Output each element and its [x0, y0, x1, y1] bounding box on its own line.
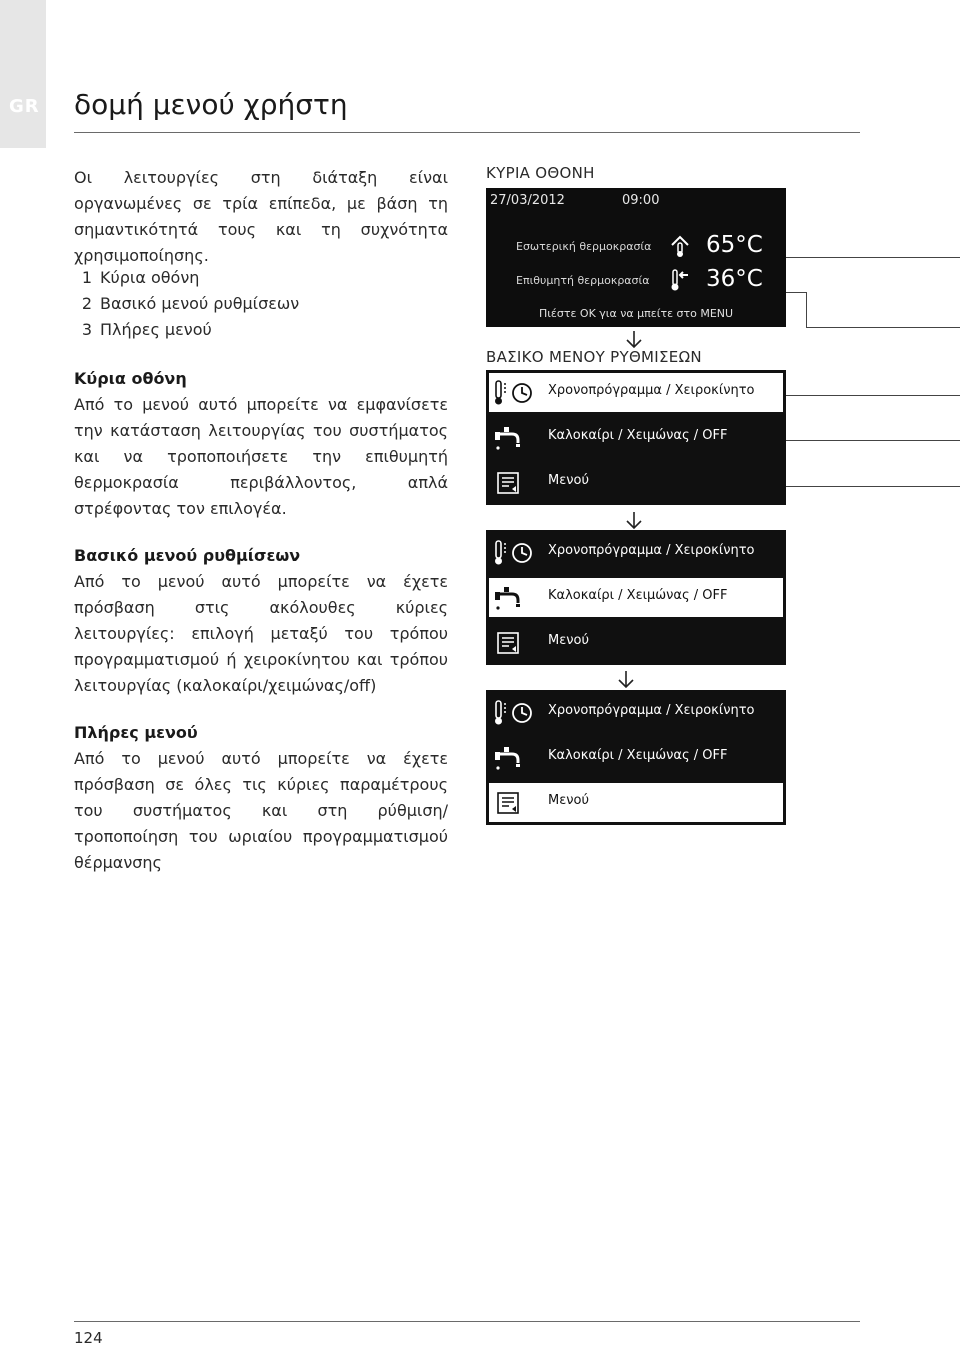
title-divider [74, 132, 860, 133]
connector-line [806, 292, 807, 327]
connector-line [786, 292, 806, 293]
basic-menu-screen [486, 690, 786, 825]
thermometer-arrow-icon [670, 267, 690, 293]
level-item: 2 Βασικό μενού ρυθμίσεων [81, 294, 300, 313]
arrow-down-icon [624, 330, 644, 350]
section-main-screen [74, 366, 448, 522]
thermometer-clock-icon [492, 699, 540, 727]
connector-line [786, 486, 960, 487]
menu-item-menu[interactable] [486, 620, 786, 665]
tap-icon [492, 584, 540, 612]
section-basic-menu [74, 543, 448, 699]
menu-item-label: Μενού [548, 793, 589, 808]
menu-item-schedule[interactable] [486, 530, 786, 575]
internal-temp-value: 65°C [706, 232, 763, 258]
menu-item-schedule[interactable] [486, 370, 786, 415]
section-heading: Βασικό μενού ρυθμίσεων [74, 546, 301, 565]
tap-icon [492, 744, 540, 772]
house-thermometer-icon [670, 233, 690, 259]
level-list [74, 265, 448, 343]
menu-item-season[interactable] [486, 575, 786, 620]
page-title: δομή μενού χρήστη [74, 88, 348, 121]
thermometer-clock-icon [492, 379, 540, 407]
connector-line [786, 395, 960, 396]
menu-list-icon [492, 629, 540, 657]
tap-icon [492, 424, 540, 452]
section-heading: Πλήρες μενού [74, 723, 198, 742]
menu-item-label: Καλοκαίρι / Χειμώνας / OFF [548, 748, 728, 763]
menu-item-label: Καλοκαίρι / Χειμώνας / OFF [548, 428, 728, 443]
section-body: Από το μενού αυτό μπορείτε να εμφανίσετε την κατάσταση λειτουργίας του συστήματος και να τροποποιήσετε την επιθυμητή θερμοκρασία περιβάλλοντος, απλά στρέφοντας τον επιλογέα. [74, 395, 448, 518]
level-item: 1 Κύρια οθόνη [81, 268, 200, 287]
menu-item-label: Χρονοπρόγραμμα / Χειροκίνητο [548, 703, 755, 718]
language-tab-label: GR [9, 96, 40, 117]
menu-item-label: Καλοκαίρι / Χειμώνας / OFF [548, 588, 728, 603]
screen-date: 27/03/2012 [490, 193, 565, 208]
section-body: Από το μενού αυτό μπορείτε να έχετε πρόσβαση σε όλες τις κύριες παραμέτρους του συστήματος και στη ρύθμιση/τροποποίηση του ωριαίου προγραμματισμού θέρμανσης [74, 749, 448, 872]
level-item: 3 Πλήρες μενού [81, 320, 212, 339]
connector-line [806, 327, 960, 328]
menu-item-menu[interactable] [486, 780, 786, 825]
page-number: 124 [74, 1329, 103, 1347]
menu-item-label: Μενού [548, 633, 589, 648]
basic-menu-label: ΒΑΣΙΚΟ ΜΕΝΟΥ ΡΥΘΜΙΣΕΩΝ [486, 348, 702, 366]
section-full-menu [74, 720, 448, 876]
section-body: Από το μενού αυτό μπορείτε να έχετε πρόσβαση στις ακόλουθες κύριες λειτουργίες: επιλογή μεταξύ του τρόπου προγραμματισμού ή χειροκίνητου και τρόπου λειτουργίας (καλοκαίρι/χειμώνας/off) [74, 572, 448, 695]
intro-paragraph: Οι λειτουργίες στη διάταξη είναι οργανωμένες σε τρία επίπεδα, με βάση τη σημαντικότητά τους και τη συχνότητα χρησιμοποίησης. [74, 168, 448, 265]
menu-list-icon [492, 789, 540, 817]
menu-item-label: Χρονοπρόγραμμα / Χειροκίνητο [548, 543, 755, 558]
desired-temp-value: 36°C [706, 266, 763, 292]
footer-divider [74, 1321, 860, 1322]
menu-list-icon [492, 469, 540, 497]
menu-item-label: Μενού [548, 473, 589, 488]
arrow-down-icon [624, 511, 644, 531]
connector-line [786, 440, 960, 441]
basic-menu-screen [486, 530, 786, 665]
screen-hint: Πιέστε OK για να μπείτε στο MENU [538, 307, 734, 320]
menu-item-menu[interactable] [486, 460, 786, 505]
language-tab [0, 0, 46, 148]
section-heading: Κύρια οθόνη [74, 369, 187, 388]
internal-temp-label: Εσωτερική θερμοκρασία [516, 240, 652, 253]
main-screen-label: ΚΥΡΙΑ ΟΘΟΝΗ [486, 164, 595, 182]
desired-temp-label: Επιθυμητή θερμοκρασία [516, 274, 650, 287]
menu-item-season[interactable] [486, 735, 786, 780]
thermometer-clock-icon [492, 539, 540, 567]
menu-item-schedule[interactable] [486, 690, 786, 735]
screen-time: 09:00 [622, 193, 660, 208]
menu-item-label: Χρονοπρόγραμμα / Χειροκίνητο [548, 383, 755, 398]
connector-line [786, 257, 960, 258]
basic-menu-screen [486, 370, 786, 505]
arrow-down-icon [616, 670, 636, 690]
menu-item-season[interactable] [486, 415, 786, 460]
main-screen-display [486, 188, 786, 327]
